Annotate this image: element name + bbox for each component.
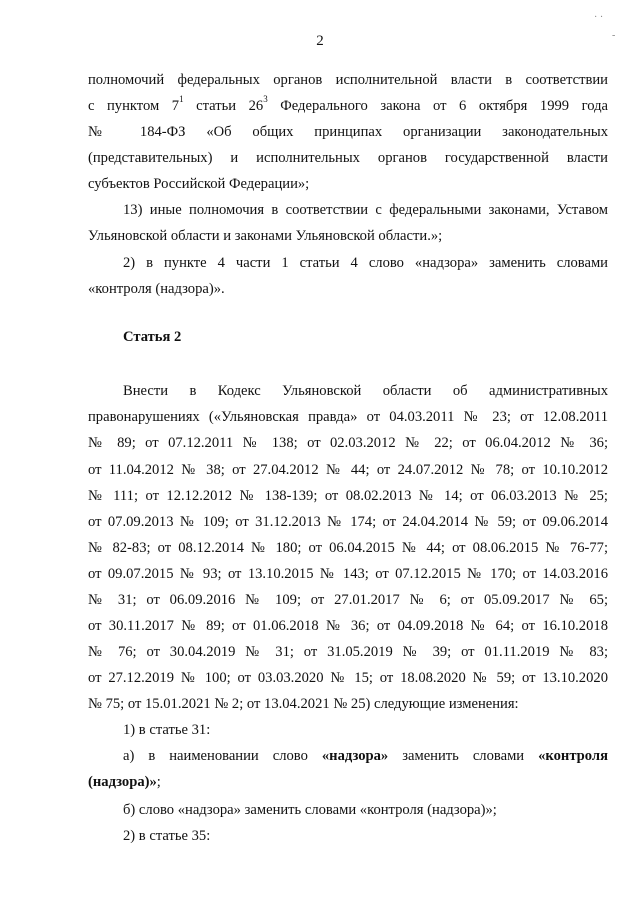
- paragraph-line: 13) иные полномочия в соответствии с федеральными законами, Уставом: [123, 202, 608, 218]
- paragraph-line: правонарушениях («Ульяновская правда» от 04.03.2011 № 23; от 12.08.2011: [88, 409, 608, 425]
- article-heading: Статья 2: [123, 329, 182, 345]
- paragraph-line: № 82-83; от 08.12.2014 № 180; от 06.04.2015 № 44; от 08.06.2015 № 76-77;: [88, 540, 608, 556]
- paragraph-line: 2) в пункте 4 части 1 статьи 4 слово «надзора» заменить словами: [123, 255, 608, 271]
- paragraph-line: № 111; от 12.12.2012 № 138-139; от 08.02.2013 № 14; от 06.03.2013 № 25;: [88, 488, 608, 504]
- paragraph-line: «контроля (надзора)».: [88, 281, 225, 297]
- paragraph-line: № 89; от 07.12.2011 № 138; от 02.03.2012 № 22; от 06.04.2012 № 36;: [88, 435, 608, 451]
- corner-mark: · ·: [594, 12, 604, 23]
- list-item: 2) в статье 35:: [123, 828, 211, 844]
- paragraph-line: от 09.07.2015 № 93; от 13.10.2015 № 143; от 07.12.2015 № 170; от 14.03.2016: [88, 566, 608, 582]
- paragraph-line: от 27.12.2019 № 100; от 03.03.2020 № 15; от 18.08.2020 № 59; от 13.10.2020: [88, 670, 608, 686]
- corner-mark: -: [612, 30, 616, 41]
- list-item: (надзора)»;: [88, 774, 161, 790]
- paragraph-line: № 31; от 06.09.2016 № 109; от 27.01.2017 № 6; от 05.09.2017 № 65;: [88, 592, 608, 608]
- paragraph-line: (представительных) и исполнительных органов государственной власти: [88, 150, 608, 166]
- paragraph-line: с пунктом $7^1$ статьи $26^3$ Федерального закона от 6 октября 1999 года: [88, 94, 609, 114]
- superscript: 1: [179, 94, 184, 105]
- list-item: б) слово «надзора» заменить словами «контроля (надзора)»;: [123, 802, 497, 818]
- superscript: 3: [263, 94, 268, 105]
- list-item: 1) в статье 31:: [123, 722, 211, 738]
- paragraph-line: № 184-ФЗ «Об общих принципах организации законодательных: [88, 124, 608, 140]
- paragraph-line: Внести в Кодекс Ульяновской области об административных: [123, 383, 608, 399]
- paragraph-line: Ульяновской области и законами Ульяновской области.»;: [88, 228, 443, 244]
- paragraph-line: субъектов Российской Федерации»;: [88, 176, 310, 192]
- paragraph-line: от 30.11.2017 № 89; от 01.06.2018 № 36; от 04.09.2018 № 64; от 16.10.2018: [88, 618, 608, 634]
- paragraph-line: от 11.04.2012 № 38; от 27.04.2012 № 44; от 24.07.2012 № 78; от 10.10.2012: [88, 462, 608, 478]
- paragraph-line: № 75; от 15.01.2021 № 2; от 13.04.2021 № 25) следующие изменения:: [88, 696, 519, 712]
- paragraph-line: № 76; от 30.04.2019 № 31; от 31.05.2019 № 39; от 01.11.2019 № 83;: [88, 644, 608, 660]
- page-number: 2: [316, 33, 324, 49]
- paragraph-line: от 07.09.2013 № 109; от 31.12.2013 № 174; от 24.04.2014 № 59; от 09.06.2014: [88, 514, 608, 530]
- list-item: а) в наименовании слово «надзора» заменить словами «контроля: [123, 748, 608, 764]
- paragraph-line: полномочий федеральных органов исполнительной власти в соответствии: [88, 72, 608, 88]
